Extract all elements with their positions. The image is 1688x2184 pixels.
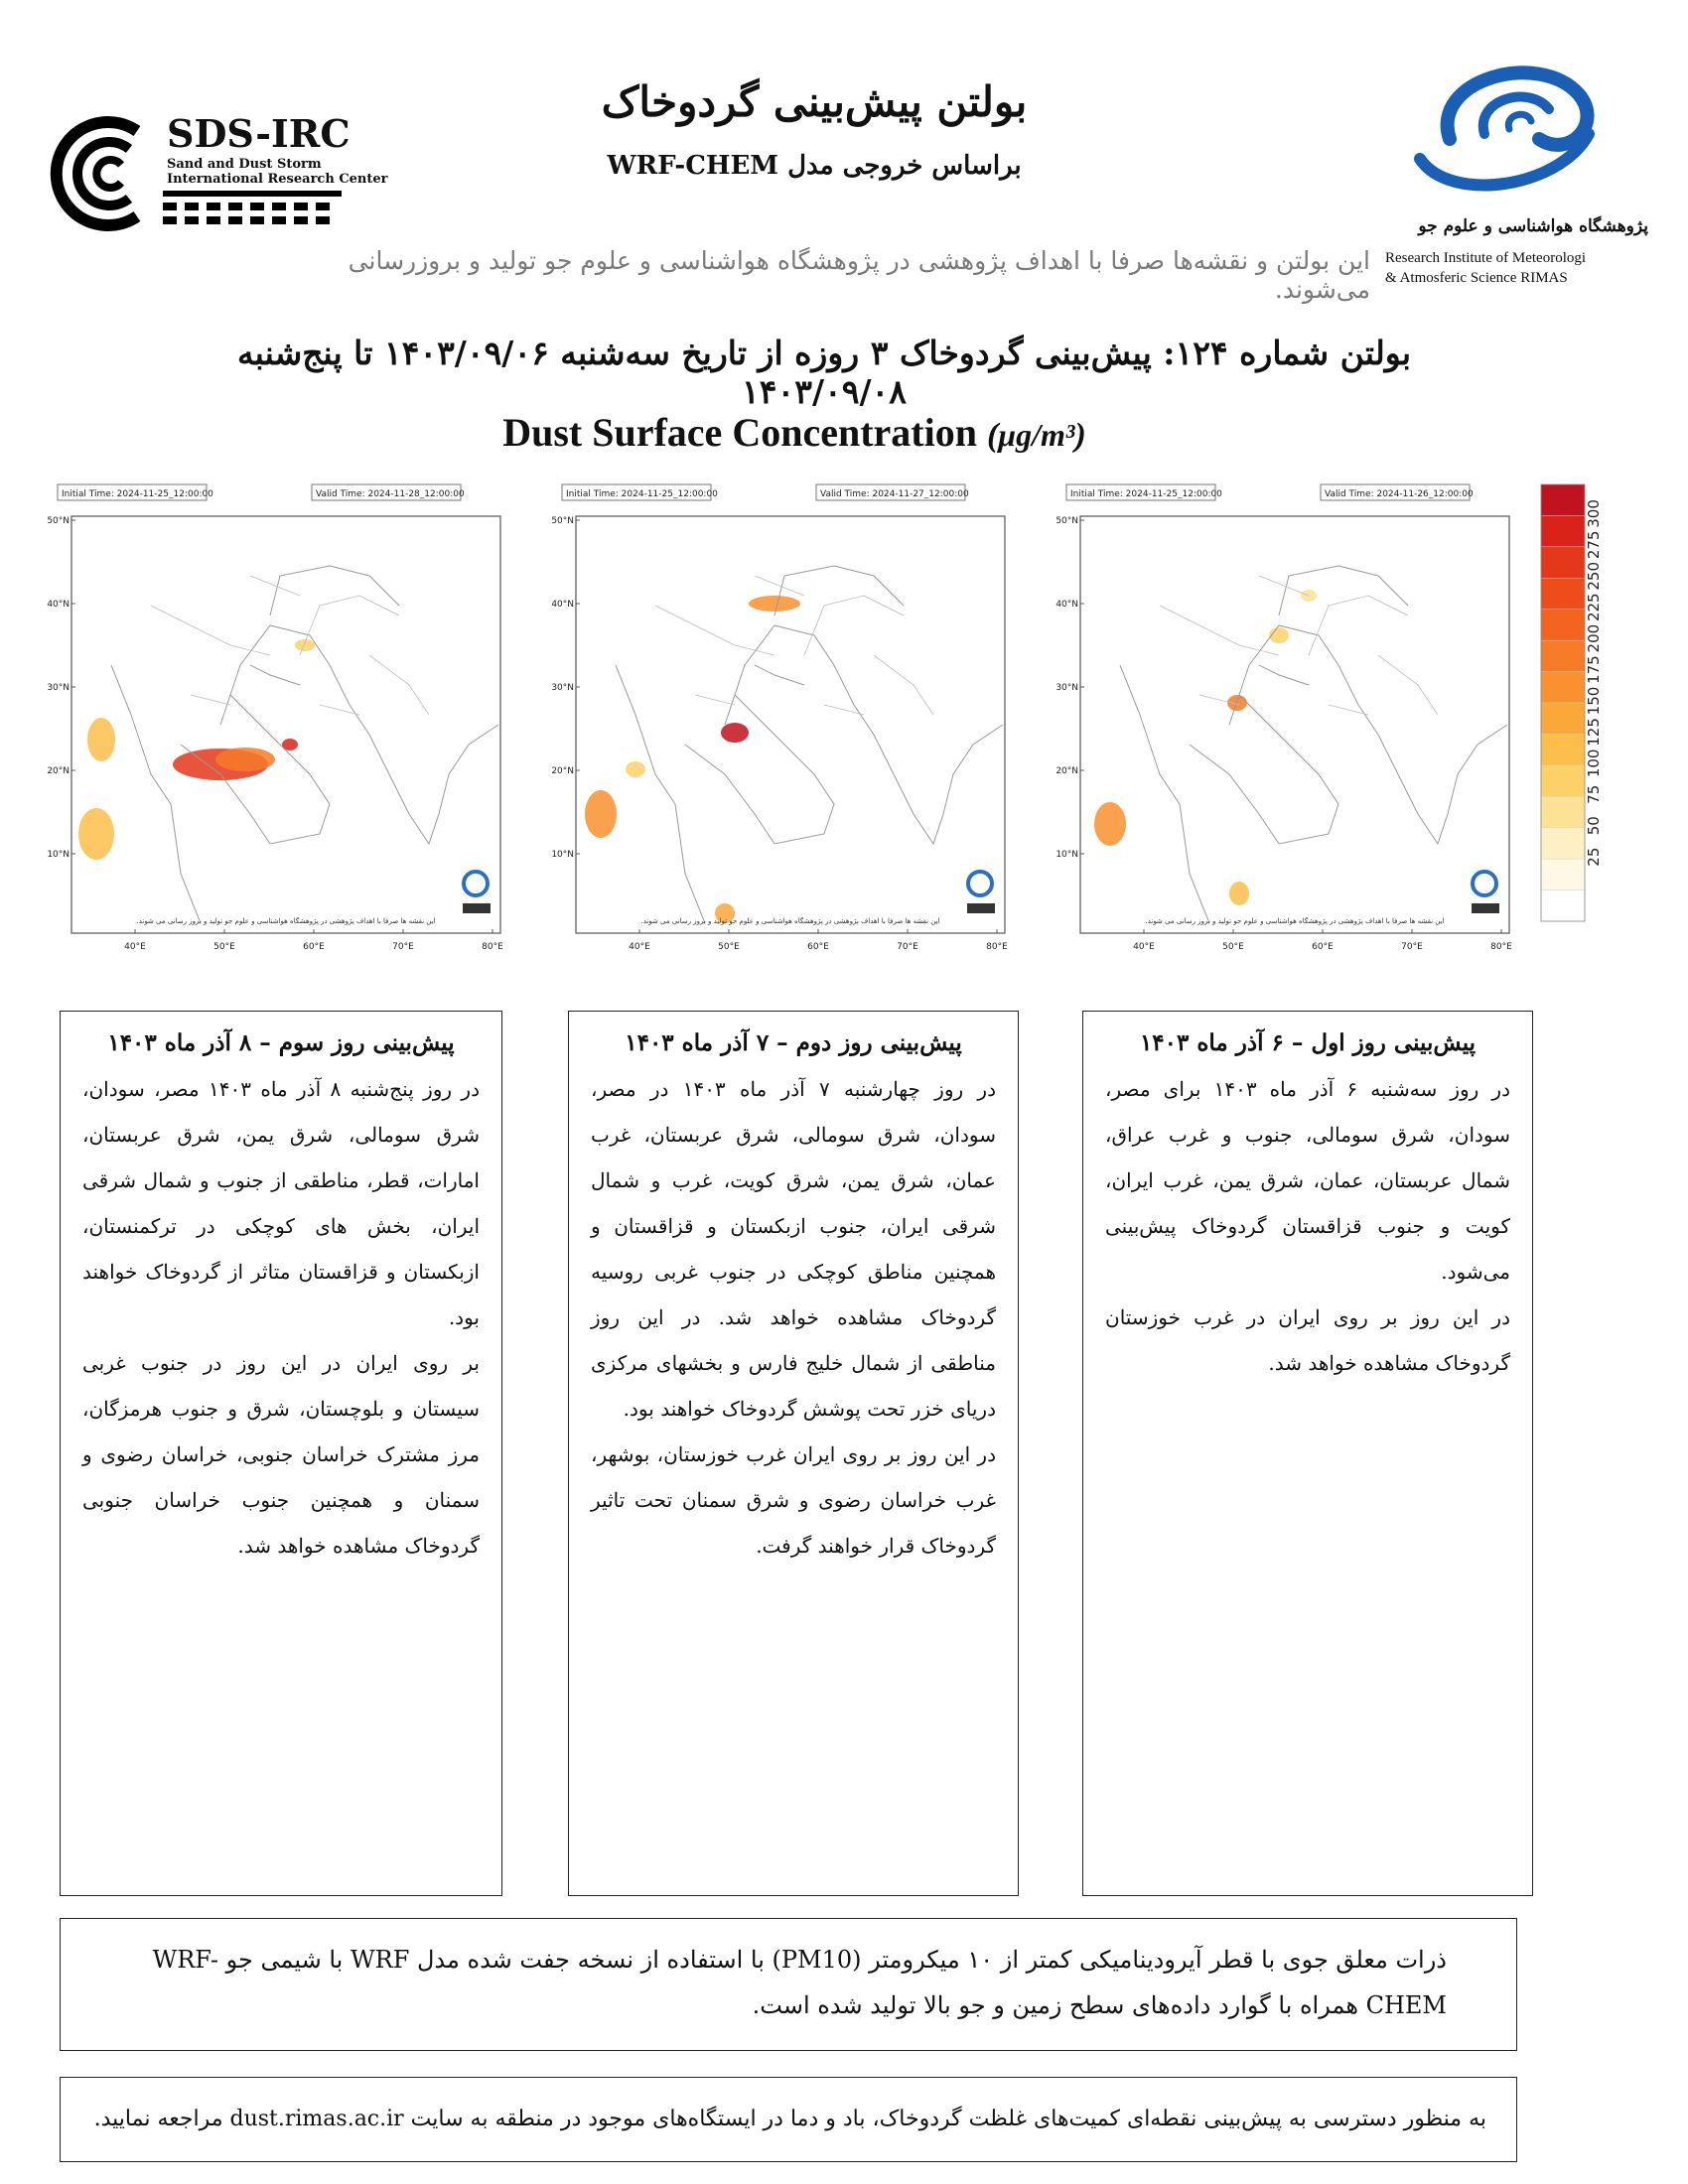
- x-tick-label: 80°E: [482, 942, 503, 952]
- sds-logo-subtitle-2: International Research Center: [167, 172, 388, 187]
- rimas-logo: [1390, 40, 1628, 208]
- legend-swatch: [1541, 547, 1585, 578]
- map-day-2: [551, 480, 1019, 963]
- y-tick-label: 50°N: [47, 516, 70, 526]
- sds-logo-name: SDS-IRC: [167, 111, 351, 156]
- header-disclaimer: این بولتن و نقشه‌ها صرفا با اهداف پژوهشی در پژوهشگاه هواشناسی و علوم جو تولید و بروزرسانی می‌شوند.: [348, 246, 1370, 304]
- rimas-logo-name-fa: پژوهشگاه هواشناسی و علوم جو: [1418, 216, 1648, 236]
- legend-label: 200: [1585, 623, 1603, 653]
- legend-label: 25: [1585, 847, 1603, 867]
- x-tick-label: 70°E: [897, 942, 918, 952]
- chart-title: Dust Surface Concentration (μg/m³): [502, 410, 1086, 455]
- x-tick-label: 70°E: [392, 942, 414, 952]
- forecast-heading-day-2: پیش‌بینی روز دوم – ۷ آذر ماه ۱۴۰۳: [625, 1029, 962, 1056]
- y-tick-label: 20°N: [1055, 766, 1078, 776]
- dust-plume: [585, 790, 617, 838]
- x-tick-label: 60°E: [1312, 942, 1334, 952]
- map-plot-area: [1080, 516, 1509, 933]
- chart-title-unit: μg/m³: [998, 417, 1075, 453]
- sds-grid-mark: [163, 191, 342, 234]
- legend-label: 250: [1585, 561, 1603, 591]
- rimas-logo-name-en-2: & Atmosferic Science RIMAS: [1385, 270, 1568, 286]
- valid-time-label: Valid Time: 2024-11-27_12:00:00: [820, 489, 969, 499]
- legend-swatch: [1541, 890, 1585, 921]
- map-footer-text: این نقشه ها صرفا با اهداف پژوهشی در پژوهشگاه هواشناسی و علوم جو تولید و بروز رسانی می شوند.: [1145, 917, 1445, 925]
- color-legend: [1537, 480, 1646, 947]
- legend-swatch: [1541, 640, 1585, 671]
- legend-swatch: [1541, 859, 1585, 889]
- map-footer-text: این نقشه ها صرفا با اهداف پژوهشی در پژوهشگاه هواشناسی و علوم جو تولید و بروز رسانی می شوند.: [640, 917, 940, 925]
- legend-label: 125: [1585, 718, 1603, 747]
- x-tick-label: 60°E: [807, 942, 829, 952]
- chart-title-text: Dust Surface Concentration: [502, 410, 977, 455]
- y-tick-label: 50°N: [1055, 516, 1078, 526]
- map-day-2-svg: [551, 480, 1019, 963]
- dust-plume: [721, 723, 749, 743]
- y-tick-label: 40°N: [47, 600, 70, 610]
- dust-plume: [626, 761, 645, 777]
- x-tick-label: 40°E: [124, 942, 146, 952]
- y-tick-label: 30°N: [551, 683, 574, 693]
- initial-time-label: Initial Time: 2024-11-25_12:00:00: [1070, 489, 1222, 499]
- legend-label: 75: [1585, 784, 1603, 804]
- bulletin-subtitle: براساس خروجی مدل WRF-CHEM: [607, 151, 1022, 181]
- map-day-1-svg: [1055, 480, 1523, 963]
- legend-swatch: [1541, 672, 1585, 703]
- dust-plume: [1229, 882, 1249, 905]
- dust-plume: [78, 808, 114, 860]
- map-day-1: [1055, 480, 1523, 963]
- rimas-logo-name-en-1: Research Institute of Meteorologi: [1385, 250, 1587, 266]
- forecast-text-day-3-p1: در روز پنج‌شنبه ۸ آذر ماه ۱۴۰۳ مصر، سودان، شرق سومالی، شرق یمن، شرق عربستان، امارات، قطر، مناطقی از جنوب و شمال شرقی ایران، بخش های کوچکی در ترکمنستان، ازبکستان و قزاقستان متاثر از گردوخاک خواهند بود.: [82, 1077, 480, 1329]
- forecast-text-day-1-p1: در روز سه‌شنبه ۶ آذر ماه ۱۴۰۳ برای مصر، سودان، شرق سومالی، جنوب و غرب عراق، شمال عربستان، عمان، شرق یمن، غرب ایران، کویت و جنوب قزاقستان گردوخاک پیش‌بینی می‌شود.: [1105, 1077, 1510, 1284]
- legend-swatch: [1541, 484, 1585, 515]
- x-tick-label: 60°E: [303, 942, 325, 952]
- y-tick-label: 40°N: [1055, 600, 1078, 610]
- rimas-logo-mark: [1390, 40, 1628, 208]
- website-note: به منظور دسترسی به پیش‌بینی نقطه‌ای کمیت‌های غلظت گردوخاک، باد و دما در ایستگاه‌های موجود در منطقه به سایت dust.rimas.ac.ir مراجعه نمایید.: [60, 2077, 1517, 2162]
- forecast-heading-day-3: پیش‌بینی روز سوم – ۸ آذر ماه ۱۴۰۳: [107, 1029, 455, 1056]
- map-day-3-svg: [47, 480, 514, 963]
- y-tick-label: 10°N: [1055, 850, 1078, 860]
- x-tick-label: 80°E: [986, 942, 1008, 952]
- model-description-note: ذرات معلق جوی با قطر آیرودینامیکی کمتر از ۱۰ میکرومتر (PM10) با استفاده از نسخه جفت شده مدل WRF با شیمی جو WRF-CHEM همراه با گوارد داده‌های سطح زمین و جو بالا تولید شده است.: [60, 1918, 1517, 2051]
- y-tick-label: 40°N: [551, 600, 574, 610]
- y-tick-label: 20°N: [47, 766, 70, 776]
- legend-swatch: [1541, 765, 1585, 796]
- forecast-text-day-2-p1: در روز چهارشنبه ۷ آذر ماه ۱۴۰۳ در مصر، سودان، شرق سومالی، شرق عربستان، غرب عمان، شرق یمن، شرق کویت، غرب و شمال شرقی ایران، جنوب ازبکستان و قزاقستان و همچنین مناطق کوچکی در جنوب غربی روسیه گردوخاک مشاهده خواهد شد. در این روز مناطقی از شمال خلیج فارس و بخشهای مرکزی دریای خزر تحت پوشش گردوخاک خواهند بود.: [591, 1077, 996, 1421]
- x-tick-label: 40°E: [1133, 942, 1155, 952]
- bulletin-main-title: بولتن پیش‌بینی گردوخاک: [601, 77, 1028, 126]
- legend-swatch: [1541, 703, 1585, 734]
- x-tick-label: 70°E: [1401, 942, 1423, 952]
- dust-plume: [215, 748, 275, 771]
- legend-swatch: [1541, 610, 1585, 640]
- dust-plume: [1094, 802, 1126, 846]
- legend-label: 50: [1585, 816, 1603, 836]
- valid-time-label: Valid Time: 2024-11-26_12:00:00: [1325, 489, 1474, 499]
- legend-swatch: [1541, 828, 1585, 859]
- dust-plume: [87, 718, 115, 761]
- y-tick-label: 30°N: [1055, 683, 1078, 693]
- x-tick-label: 50°E: [213, 942, 235, 952]
- legend-swatch: [1541, 578, 1585, 609]
- forecast-text-day-3-p2: بر روی ایران در این روز در جنوب غربی سیستان و بلوچستان، شرق و جنوب هرمزگان، مرز مشترک خراسان جنوبی، خراسان رضوی و سمنان و همچنین جنوب خراسان جنوبی گردوخاک مشاهده خواهد شد.: [82, 1351, 480, 1558]
- dust-plume: [749, 596, 800, 612]
- map-footer-text: این نقشه ها صرفا با اهداف پژوهشی در پژوهشگاه هواشناسی و علوم جو تولید و بروز رسانی می شوند.: [136, 917, 436, 925]
- legend-label: 150: [1585, 686, 1603, 716]
- dust-plume: [295, 639, 315, 651]
- x-tick-label: 80°E: [1490, 942, 1512, 952]
- y-tick-label: 10°N: [551, 850, 574, 860]
- initial-time-label: Initial Time: 2024-11-25_12:00:00: [566, 489, 718, 499]
- initial-time-label: Initial Time: 2024-11-25_12:00:00: [62, 489, 213, 499]
- y-tick-label: 30°N: [47, 683, 70, 693]
- y-tick-label: 50°N: [551, 516, 574, 526]
- x-tick-label: 50°E: [1222, 942, 1244, 952]
- legend-swatch: [1541, 515, 1585, 546]
- forecast-heading-day-1: پیش‌بینی روز اول – ۶ آذر ماه ۱۴۰۳: [1139, 1029, 1477, 1056]
- legend-label: 100: [1585, 749, 1603, 778]
- y-tick-label: 20°N: [551, 766, 574, 776]
- legend-label: 300: [1585, 499, 1603, 528]
- forecast-box-day-2: [568, 1011, 1019, 1896]
- color-legend-svg: [1537, 480, 1646, 947]
- map-plot-area: [71, 516, 500, 933]
- forecast-box-day-3: [60, 1011, 502, 1896]
- legend-label: 275: [1585, 530, 1603, 560]
- valid-time-label: Valid Time: 2024-11-28_12:00:00: [316, 489, 465, 499]
- map-day-3: [47, 480, 514, 963]
- sds-logo-subtitle-1: Sand and Dust Storm: [167, 157, 322, 172]
- legend-label: 175: [1585, 655, 1603, 684]
- forecast-text-day-1-p2: در این روز بر روی ایران در غرب خوزستان گردوخاک مشاهده خواهد شد.: [1105, 1305, 1510, 1375]
- x-tick-label: 50°E: [718, 942, 740, 952]
- forecast-text-day-2-p2: در این روز بر روی ایران غرب خوزستان، بوشهر، غرب خراسان رضوی و شرق سمنان تحت تاثیر گردوخاک قرار خواهند گرفت.: [591, 1442, 996, 1558]
- legend-swatch: [1541, 734, 1585, 764]
- forecast-box-day-1: [1082, 1011, 1533, 1896]
- x-tick-label: 40°E: [629, 942, 650, 952]
- map-plot-area: [576, 516, 1005, 933]
- bulletin-number-title: بولتن شماره ۱۲۴: پیش‌بینی گردوخاک ۳ روزه از تاریخ سه‌شنبه ۱۴۰۳/۰۹/۰۶ تا پنج‌شنبه ۱۴۰۳/۰۹/۰۸: [236, 334, 1412, 411]
- legend-swatch: [1541, 796, 1585, 827]
- y-tick-label: 10°N: [47, 850, 70, 860]
- sds-irc-logo-mark: [38, 109, 167, 238]
- legend-label: 225: [1585, 593, 1603, 622]
